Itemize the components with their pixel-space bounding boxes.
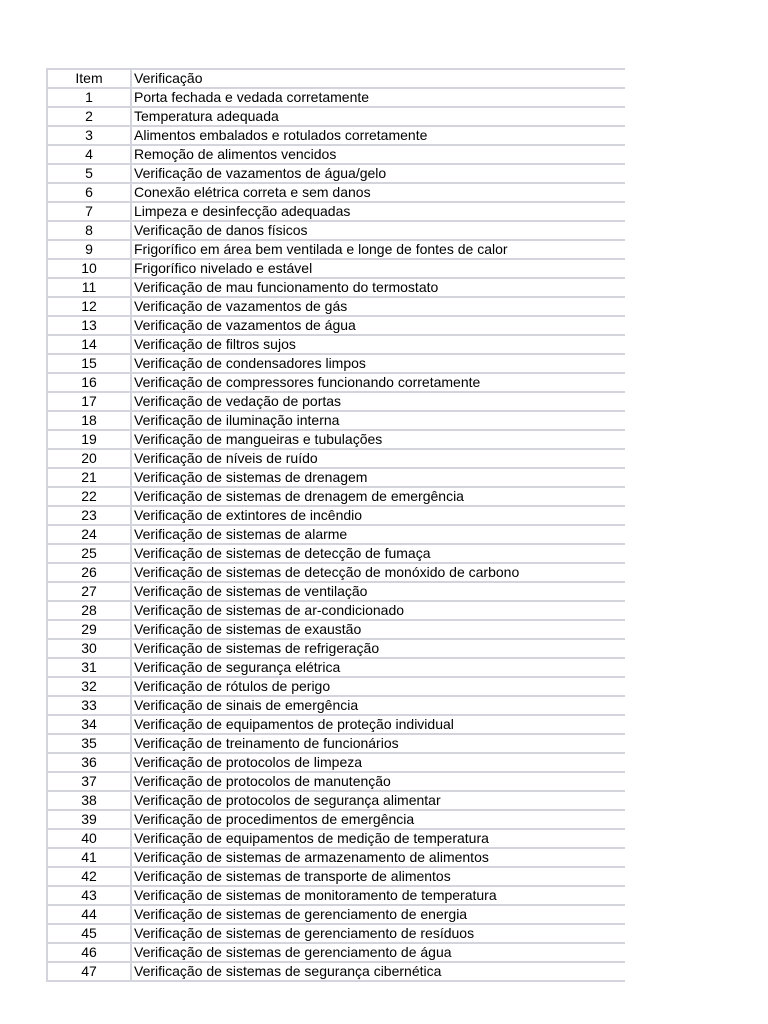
table-row bbox=[47, 183, 625, 202]
row-item-number: 19 bbox=[47, 430, 131, 449]
row-item-number: 42 bbox=[47, 867, 131, 886]
column-header-item: Item bbox=[47, 69, 131, 88]
row-description: Verificação de sistemas de detecção de monóxido de carbono bbox=[131, 563, 625, 582]
row-description: Verificação de vazamentos de água bbox=[131, 316, 625, 335]
row-description: Verificação de protocolos de manutenção bbox=[131, 772, 625, 791]
row-description: Verificação de extintores de incêndio bbox=[131, 506, 625, 525]
row-item-number: 31 bbox=[47, 658, 131, 677]
table-row bbox=[47, 829, 625, 848]
row-item-number: 43 bbox=[47, 886, 131, 905]
table-row bbox=[47, 354, 625, 373]
row-description: Verificação de vazamentos de água/gelo bbox=[131, 164, 625, 183]
table-row bbox=[47, 525, 625, 544]
row-item-number: 16 bbox=[47, 373, 131, 392]
row-item-number: 30 bbox=[47, 639, 131, 658]
table-row bbox=[47, 943, 625, 962]
table-row bbox=[47, 886, 625, 905]
table-row bbox=[47, 601, 625, 620]
table-row bbox=[47, 544, 625, 563]
row-item-number: 28 bbox=[47, 601, 131, 620]
row-item-number: 15 bbox=[47, 354, 131, 373]
table-row bbox=[47, 772, 625, 791]
row-item-number: 21 bbox=[47, 468, 131, 487]
column-header-description: Verificação bbox=[131, 69, 625, 88]
row-description: Verificação de sistemas de exaustão bbox=[131, 620, 625, 639]
row-description: Verificação de sistemas de alarme bbox=[131, 525, 625, 544]
row-description: Verificação de sistemas de transporte de alimentos bbox=[131, 867, 625, 886]
row-description: Verificação de sistemas de monitoramento de temperatura bbox=[131, 886, 625, 905]
table-row bbox=[47, 107, 625, 126]
row-description: Verificação de sistemas de gerenciamento de água bbox=[131, 943, 625, 962]
table-row bbox=[47, 468, 625, 487]
row-description: Verificação de equipamentos de proteção individual bbox=[131, 715, 625, 734]
row-description: Verificação de vedação de portas bbox=[131, 392, 625, 411]
row-item-number: 9 bbox=[47, 240, 131, 259]
row-item-number: 17 bbox=[47, 392, 131, 411]
table-row bbox=[47, 734, 625, 753]
table-row bbox=[47, 924, 625, 943]
table-row bbox=[47, 506, 625, 525]
table-row bbox=[47, 259, 625, 278]
table-row bbox=[47, 297, 625, 316]
row-item-number: 33 bbox=[47, 696, 131, 715]
table-row bbox=[47, 126, 625, 145]
table-row bbox=[47, 373, 625, 392]
row-item-number: 8 bbox=[47, 221, 131, 240]
row-description: Verificação de sistemas de ventilação bbox=[131, 582, 625, 601]
row-item-number: 1 bbox=[47, 88, 131, 107]
row-item-number: 46 bbox=[47, 943, 131, 962]
row-description: Verificação de condensadores limpos bbox=[131, 354, 625, 373]
row-item-number: 7 bbox=[47, 202, 131, 221]
row-item-number: 45 bbox=[47, 924, 131, 943]
table-row bbox=[47, 753, 625, 772]
row-description: Verificação de iluminação interna bbox=[131, 411, 625, 430]
row-description: Conexão elétrica correta e sem danos bbox=[131, 183, 625, 202]
row-description: Verificação de sistemas de drenagem bbox=[131, 468, 625, 487]
checklist-table bbox=[46, 68, 625, 982]
row-description: Verificação de sistemas de gerenciamento de resíduos bbox=[131, 924, 625, 943]
row-item-number: 36 bbox=[47, 753, 131, 772]
row-description: Verificação de sistemas de drenagem de emergência bbox=[131, 487, 625, 506]
row-description: Alimentos embalados e rotulados corretamente bbox=[131, 126, 625, 145]
row-description: Verificação de vazamentos de gás bbox=[131, 297, 625, 316]
table-row bbox=[47, 240, 625, 259]
row-item-number: 23 bbox=[47, 506, 131, 525]
row-description: Verificação de segurança elétrica bbox=[131, 658, 625, 677]
table-row bbox=[47, 962, 625, 981]
row-description: Verificação de treinamento de funcionários bbox=[131, 734, 625, 753]
table-row bbox=[47, 449, 625, 468]
row-item-number: 24 bbox=[47, 525, 131, 544]
row-item-number: 22 bbox=[47, 487, 131, 506]
row-description: Verificação de mau funcionamento do termostato bbox=[131, 278, 625, 297]
row-item-number: 34 bbox=[47, 715, 131, 734]
row-description: Verificação de protocolos de limpeza bbox=[131, 753, 625, 772]
row-item-number: 18 bbox=[47, 411, 131, 430]
table-row bbox=[47, 867, 625, 886]
table-row bbox=[47, 677, 625, 696]
row-item-number: 3 bbox=[47, 126, 131, 145]
row-item-number: 2 bbox=[47, 107, 131, 126]
table-row bbox=[47, 905, 625, 924]
row-description: Verificação de sistemas de ar-condicionado bbox=[131, 601, 625, 620]
table-row bbox=[47, 791, 625, 810]
row-item-number: 40 bbox=[47, 829, 131, 848]
row-item-number: 26 bbox=[47, 563, 131, 582]
row-description: Limpeza e desinfecção adequadas bbox=[131, 202, 625, 221]
table-row bbox=[47, 335, 625, 354]
table-row bbox=[47, 487, 625, 506]
row-description: Verificação de níveis de ruído bbox=[131, 449, 625, 468]
checklist-sheet bbox=[46, 68, 624, 982]
table-row bbox=[47, 316, 625, 335]
table-row bbox=[47, 658, 625, 677]
table-row bbox=[47, 88, 625, 107]
row-item-number: 32 bbox=[47, 677, 131, 696]
row-item-number: 37 bbox=[47, 772, 131, 791]
row-description: Frigorífico em área bem ventilada e longe de fontes de calor bbox=[131, 240, 625, 259]
table-row bbox=[47, 620, 625, 639]
table-row bbox=[47, 582, 625, 601]
table-row bbox=[47, 278, 625, 297]
row-item-number: 29 bbox=[47, 620, 131, 639]
row-description: Verificação de danos físicos bbox=[131, 221, 625, 240]
checklist-table-body bbox=[47, 69, 625, 981]
row-description: Verificação de sistemas de detecção de fumaça bbox=[131, 544, 625, 563]
table-row bbox=[47, 164, 625, 183]
row-item-number: 27 bbox=[47, 582, 131, 601]
row-description: Verificação de filtros sujos bbox=[131, 335, 625, 354]
row-description: Verificação de sistemas de segurança cibernética bbox=[131, 962, 625, 981]
row-item-number: 47 bbox=[47, 962, 131, 981]
table-row bbox=[47, 848, 625, 867]
table-row bbox=[47, 392, 625, 411]
table-row bbox=[47, 810, 625, 829]
table-row bbox=[47, 411, 625, 430]
row-item-number: 44 bbox=[47, 905, 131, 924]
row-description: Verificação de sistemas de refrigeração bbox=[131, 639, 625, 658]
row-item-number: 4 bbox=[47, 145, 131, 164]
row-item-number: 20 bbox=[47, 449, 131, 468]
row-description: Frigorífico nivelado e estável bbox=[131, 259, 625, 278]
row-description: Verificação de sinais de emergência bbox=[131, 696, 625, 715]
row-description: Verificação de protocolos de segurança alimentar bbox=[131, 791, 625, 810]
row-description: Verificação de compressores funcionando corretamente bbox=[131, 373, 625, 392]
table-row bbox=[47, 639, 625, 658]
row-item-number: 35 bbox=[47, 734, 131, 753]
row-item-number: 25 bbox=[47, 544, 131, 563]
row-item-number: 6 bbox=[47, 183, 131, 202]
table-row bbox=[47, 145, 625, 164]
row-description: Verificação de sistemas de gerenciamento de energia bbox=[131, 905, 625, 924]
table-row bbox=[47, 563, 625, 582]
row-description: Verificação de rótulos de perigo bbox=[131, 677, 625, 696]
row-item-number: 10 bbox=[47, 259, 131, 278]
table-row bbox=[47, 202, 625, 221]
row-item-number: 13 bbox=[47, 316, 131, 335]
row-description: Temperatura adequada bbox=[131, 107, 625, 126]
row-item-number: 14 bbox=[47, 335, 131, 354]
table-row bbox=[47, 715, 625, 734]
row-item-number: 12 bbox=[47, 297, 131, 316]
row-description: Verificação de equipamentos de medição de temperatura bbox=[131, 829, 625, 848]
row-item-number: 41 bbox=[47, 848, 131, 867]
table-row bbox=[47, 430, 625, 449]
row-description: Verificação de mangueiras e tubulações bbox=[131, 430, 625, 449]
row-item-number: 39 bbox=[47, 810, 131, 829]
row-description: Porta fechada e vedada corretamente bbox=[131, 88, 625, 107]
row-item-number: 11 bbox=[47, 278, 131, 297]
table-row bbox=[47, 221, 625, 240]
row-description: Verificação de sistemas de armazenamento de alimentos bbox=[131, 848, 625, 867]
row-item-number: 5 bbox=[47, 164, 131, 183]
table-header-row bbox=[47, 69, 625, 88]
row-description: Verificação de procedimentos de emergência bbox=[131, 810, 625, 829]
table-row bbox=[47, 696, 625, 715]
row-description: Remoção de alimentos vencidos bbox=[131, 145, 625, 164]
row-item-number: 38 bbox=[47, 791, 131, 810]
